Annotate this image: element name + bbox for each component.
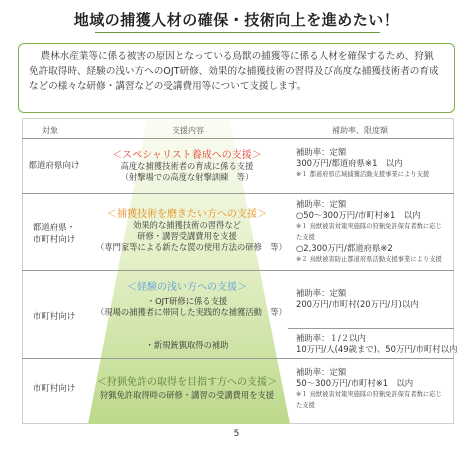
desc-line: ・OJT研修に係る支援 <box>146 296 228 306</box>
subsidy-line: 10万円/人(49歳まで)、50万円/市町村以内 <box>296 344 458 354</box>
subsidy-note: ※２ 鳥獣被害防止都道府県活動支援事業により支援 <box>296 256 442 263</box>
row-divider <box>22 193 454 194</box>
row-target <box>22 222 86 246</box>
row-target <box>22 311 86 323</box>
desc-line: （射撃場での高度な射撃訓練 等） <box>120 172 254 182</box>
row-divider <box>22 358 454 359</box>
subsidy-line: 補助率：定額 <box>296 367 347 377</box>
intro-line: などの様々な研修・講習などの受講費用等について支援します。 <box>29 81 307 92</box>
intro-line: 免許取得時、経験の浅い方へのOJT研修、効果的な捕獲技術の習得及び高度な捕獲技術者の育成 <box>29 66 439 77</box>
row-divider <box>22 270 454 271</box>
desc-line: 狩猟免許取得時の研修・講習の受講費用を支援 <box>99 390 275 400</box>
row-title-license: ＜狩猟免許の取得を目指す方への支援＞ <box>97 377 277 388</box>
row-subsidy <box>296 333 457 355</box>
subsidy-line: 補助率：定額 <box>296 199 347 209</box>
row-description <box>96 161 278 183</box>
target-label: 市町村向け <box>32 312 76 322</box>
row-title-specialist: ＜スペシャリスト養成への支援＞ <box>112 150 262 161</box>
row-subsidy <box>296 147 429 180</box>
row-target <box>22 160 86 172</box>
desc-line: 効果的な捕獲技術の習得など <box>133 220 241 230</box>
row-title-beginner: ＜経験の浅い方への支援＞ <box>127 282 247 293</box>
subsidy-note: ※１ 鳥獣被害対策実施隊の狩猟免許保有者数に応じ <box>296 223 442 230</box>
subsidy-line: 300万円/都道府県※1 以内 <box>296 158 403 168</box>
subsidy-note: た支援 <box>296 402 315 409</box>
subsidy-line: 補助率：定額 <box>296 147 347 157</box>
row-description <box>96 340 278 351</box>
page-title: 地域の捕獲人材の確保・技術向上を進めたい！ <box>73 11 400 29</box>
row-description <box>96 390 278 401</box>
target-label: 都道府県向け <box>28 161 80 171</box>
header-target: 対象 <box>42 126 58 135</box>
row-divider <box>22 138 454 139</box>
row-description <box>96 296 287 318</box>
row-title-skill: ＜捕獲技術を磨きたい方への支援＞ <box>107 209 267 220</box>
row-subsidy <box>296 367 442 411</box>
desc-line: ・新規銃猟取得の補助 <box>145 340 229 350</box>
subsidy-line: ○2,300万円/都道府県※2 <box>296 243 393 253</box>
header-content: 支援内容 <box>172 126 204 135</box>
desc-line: （専門家等による新たな罠の使用方法の研修 等） <box>96 242 287 252</box>
row-description <box>96 220 287 253</box>
page-number: 5 <box>233 429 240 439</box>
row-subsidy <box>296 199 442 265</box>
intro-line: 農林水産業等に係る被害の原因となっている鳥獣の捕獲等に係る人材を確保するため、狩猟 <box>40 51 434 62</box>
desc-line: 研修・講習受講費用を支援 <box>137 231 237 241</box>
subsidy-line: 200万円/市町村(20万円/月)以内 <box>296 299 419 309</box>
row-target <box>22 383 86 395</box>
subsidy-line: ○50～300万円/市町村※1 以内 <box>296 210 421 220</box>
row-subsidy <box>296 288 419 310</box>
desc-line: （現場の捕獲者に帯同した実践的な捕獲活動 等） <box>96 307 287 317</box>
subsidy-line: 補助率：１/２以内 <box>296 333 366 343</box>
header-subsidy: 補助率、限度額 <box>332 126 388 135</box>
target-label: 市町村向け <box>32 235 76 245</box>
subsidy-note: た支援 <box>296 234 315 241</box>
subsidy-note: ※１ 都道府県広域捕獲活動支援事業により支援 <box>296 171 430 178</box>
subsidy-divider <box>288 328 454 329</box>
target-label: 都道府県・ <box>32 223 76 233</box>
subsidy-line: 補助率：定額 <box>296 288 347 298</box>
subsidy-note: ※１ 鳥獣被害対策実施隊の狩猟免許保有者数に応じ <box>296 391 442 398</box>
desc-line: 高度な捕獲技術者の育成に係る支援 <box>120 161 254 171</box>
target-label: 市町村向け <box>32 384 76 394</box>
subsidy-line: 50～300万円/市町村※1 以内 <box>296 378 414 388</box>
